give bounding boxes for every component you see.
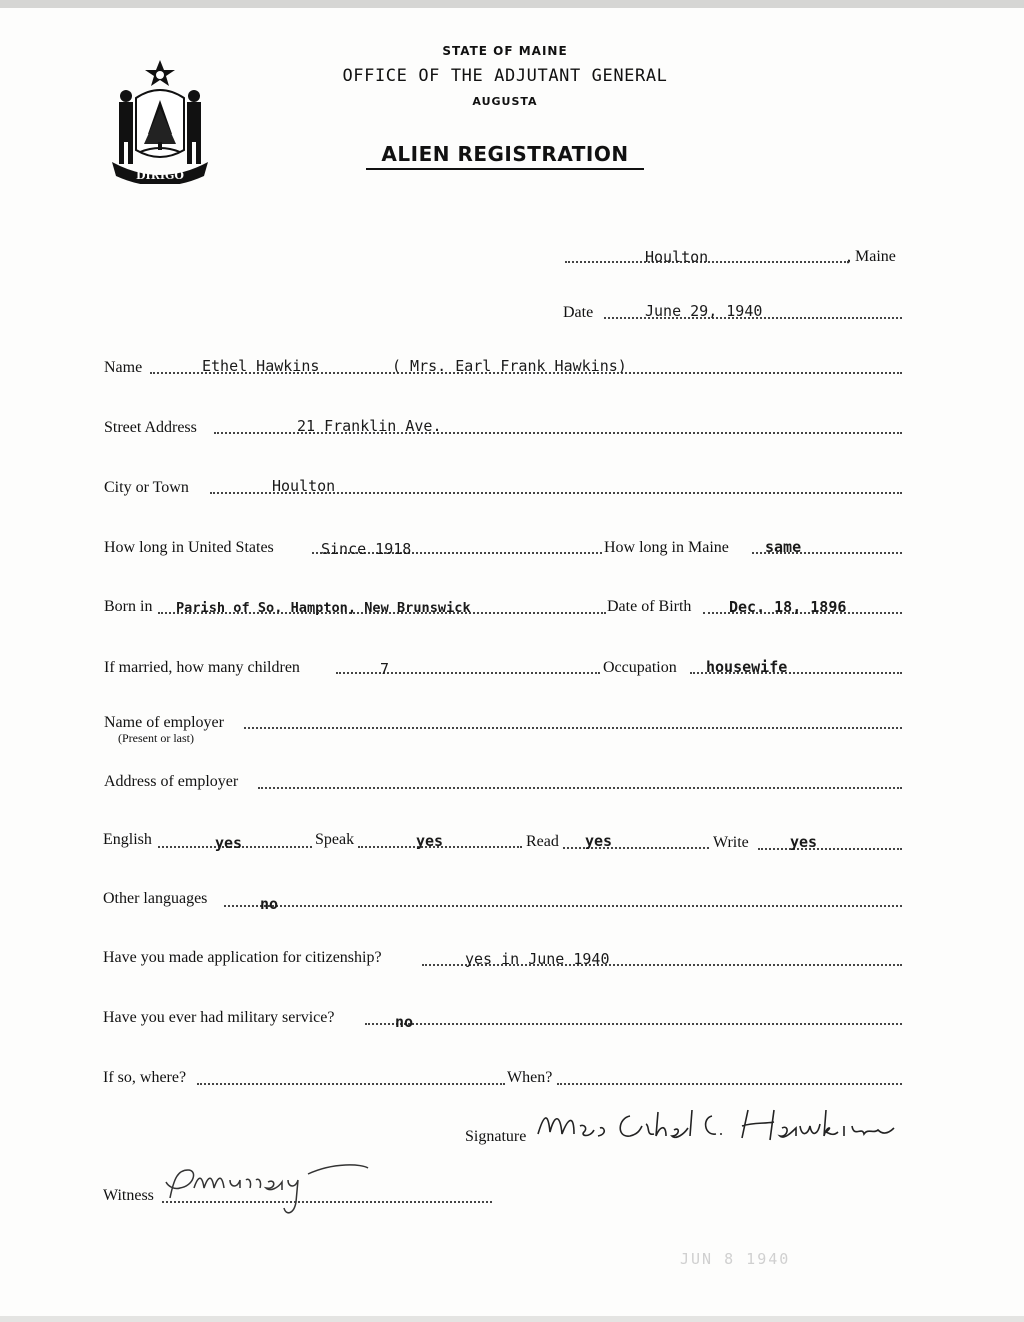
english-value: yes bbox=[215, 834, 243, 852]
employer-sublabel: (Present or last) bbox=[118, 731, 194, 745]
date-label: Date bbox=[563, 304, 594, 321]
place-value: Houlton bbox=[645, 248, 709, 266]
place-suffix: , Maine bbox=[847, 248, 896, 265]
read-value: yes bbox=[585, 832, 613, 850]
write-label: Write bbox=[713, 834, 749, 851]
write-value: yes bbox=[790, 833, 818, 851]
children-label: If married, how many children bbox=[104, 659, 300, 676]
employer-address-label: Address of employer bbox=[104, 773, 239, 790]
military-value: no bbox=[395, 1013, 414, 1031]
name-alias: ( Mrs. Earl Frank Hawkins) bbox=[392, 357, 627, 375]
english-label: English bbox=[103, 831, 152, 848]
citizenship-label: Have you made application for citizenship? bbox=[103, 949, 382, 966]
occupation-label: Occupation bbox=[603, 659, 677, 676]
speak-value: yes bbox=[416, 832, 444, 850]
city-value: Houlton bbox=[272, 477, 336, 495]
received-stamp: JUN 8 1940 bbox=[680, 1250, 791, 1268]
when-label: When? bbox=[507, 1069, 553, 1086]
us-duration-label: How long in United States bbox=[104, 539, 274, 556]
signature-handwriting bbox=[534, 1104, 918, 1152]
where-label: If so, where? bbox=[103, 1069, 187, 1086]
other-languages-label: Other languages bbox=[103, 890, 208, 907]
dob-label: Date of Birth bbox=[607, 598, 692, 615]
form-title: ALIEN REGISTRATION bbox=[366, 142, 644, 170]
name-label: Name bbox=[104, 359, 143, 376]
header-office: OFFICE OF THE ADJUTANT GENERAL bbox=[342, 66, 668, 86]
military-label: Have you ever had military service? bbox=[103, 1009, 335, 1026]
street-label: Street Address bbox=[104, 419, 197, 436]
citizenship-value: yes in June 1940 bbox=[465, 950, 610, 968]
maine-duration-label: How long in Maine bbox=[604, 539, 729, 556]
signature-text: Mrs Ethel E. Hawkins bbox=[534, 1104, 543, 1105]
header-state: STATE OF MAINE bbox=[442, 44, 568, 58]
witness-label: Witness bbox=[103, 1187, 154, 1204]
other-languages-value: no bbox=[260, 895, 279, 913]
dob-value: Dec. 18, 1896 bbox=[729, 598, 847, 616]
signature-label: Signature bbox=[465, 1128, 527, 1145]
witness-handwriting bbox=[158, 1158, 372, 1222]
name-value: Ethel Hawkins bbox=[202, 357, 320, 375]
born-value: Parish of So. Hampton, New Brunswick bbox=[176, 600, 471, 616]
employer-label: Name of employer bbox=[104, 714, 224, 731]
scan-edge-top bbox=[0, 0, 1024, 8]
maine-duration-value: same bbox=[765, 538, 802, 556]
occupation-value: housewife bbox=[706, 658, 788, 676]
seal-motto: DIRIGO bbox=[136, 169, 184, 182]
city-label: City or Town bbox=[104, 479, 189, 496]
header-city: AUGUSTA bbox=[472, 95, 538, 108]
scan-edge-bottom bbox=[0, 1316, 1024, 1322]
street-value: 21 Franklin Ave. bbox=[297, 417, 442, 435]
children-value: 7 bbox=[380, 660, 390, 678]
witness-text: P. Murray bbox=[158, 1158, 162, 1159]
born-label: Born in bbox=[104, 598, 153, 615]
read-label: Read bbox=[526, 833, 559, 850]
us-duration-value: Since 1918 bbox=[321, 540, 412, 558]
date-value: June 29, 1940 bbox=[645, 302, 763, 320]
speak-label: Speak bbox=[315, 831, 355, 848]
